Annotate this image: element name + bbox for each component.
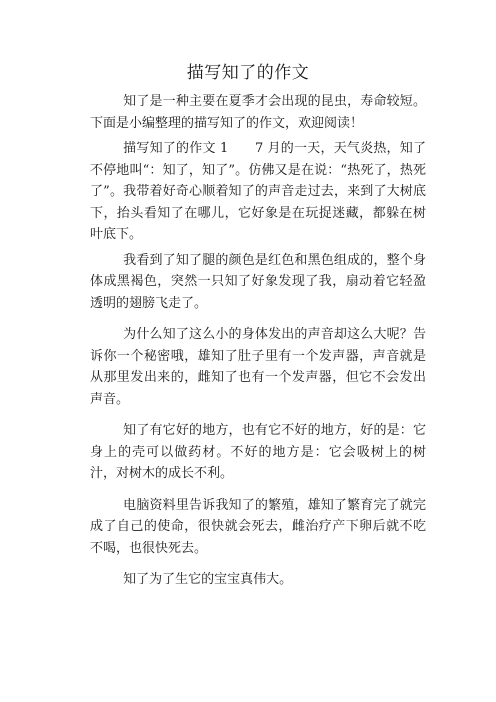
paragraph-2: 我看到了知了腿的颜色是红色和黑色组成的，整个身体成黑褐色，突然一只知了好象发现了我，扇动着它轻盈透明的翅膀飞走了。 <box>90 252 426 311</box>
document-body <box>90 91 426 595</box>
paragraph-4: 知了有它好的地方，也有它不好的地方，好的是：它身上的壳可以做药材。不好的地方是：它会吸树上的树汁，对树木的成长不利。 <box>90 423 426 481</box>
paragraph-1: 描写知了的作文 1 7 月的一天，天气炎热，知了不停地叫“：知了，知了”。仿佛又是在说：“热死了，热死了”。我带着好奇心顺着知了的声音走过去，来到了大树底下，抬头看知了在哪儿，它好象是在玩捉迷藏，都躲在树叶底下。 <box>90 141 426 242</box>
document-title: 描写知了的作文 <box>186 63 310 83</box>
paragraph-5: 电脑资料里告诉我知了的繁殖，雄知了繁育完了就完成了自己的使命，很快就会死去，雌治疗产下卵后就不吃不喝，也很快死去。 <box>90 497 426 556</box>
paragraph-intro: 知了是一种主要在夏季才会出现的昆虫，寿命较短。下面是小编整理的描写知了的作文，欢迎阅读！ <box>90 94 426 131</box>
paragraph-3: 为什么知了这么小的身体发出的声音却这么大呢？告诉你一个秘密哦，雄知了肚子里有一个发声器，声音就是从那里发出来的，雌知了也有一个发声器，但它不会发出声音。 <box>90 327 426 407</box>
paragraph-6: 知了为了生它的宝宝真伟大。 <box>123 572 293 587</box>
